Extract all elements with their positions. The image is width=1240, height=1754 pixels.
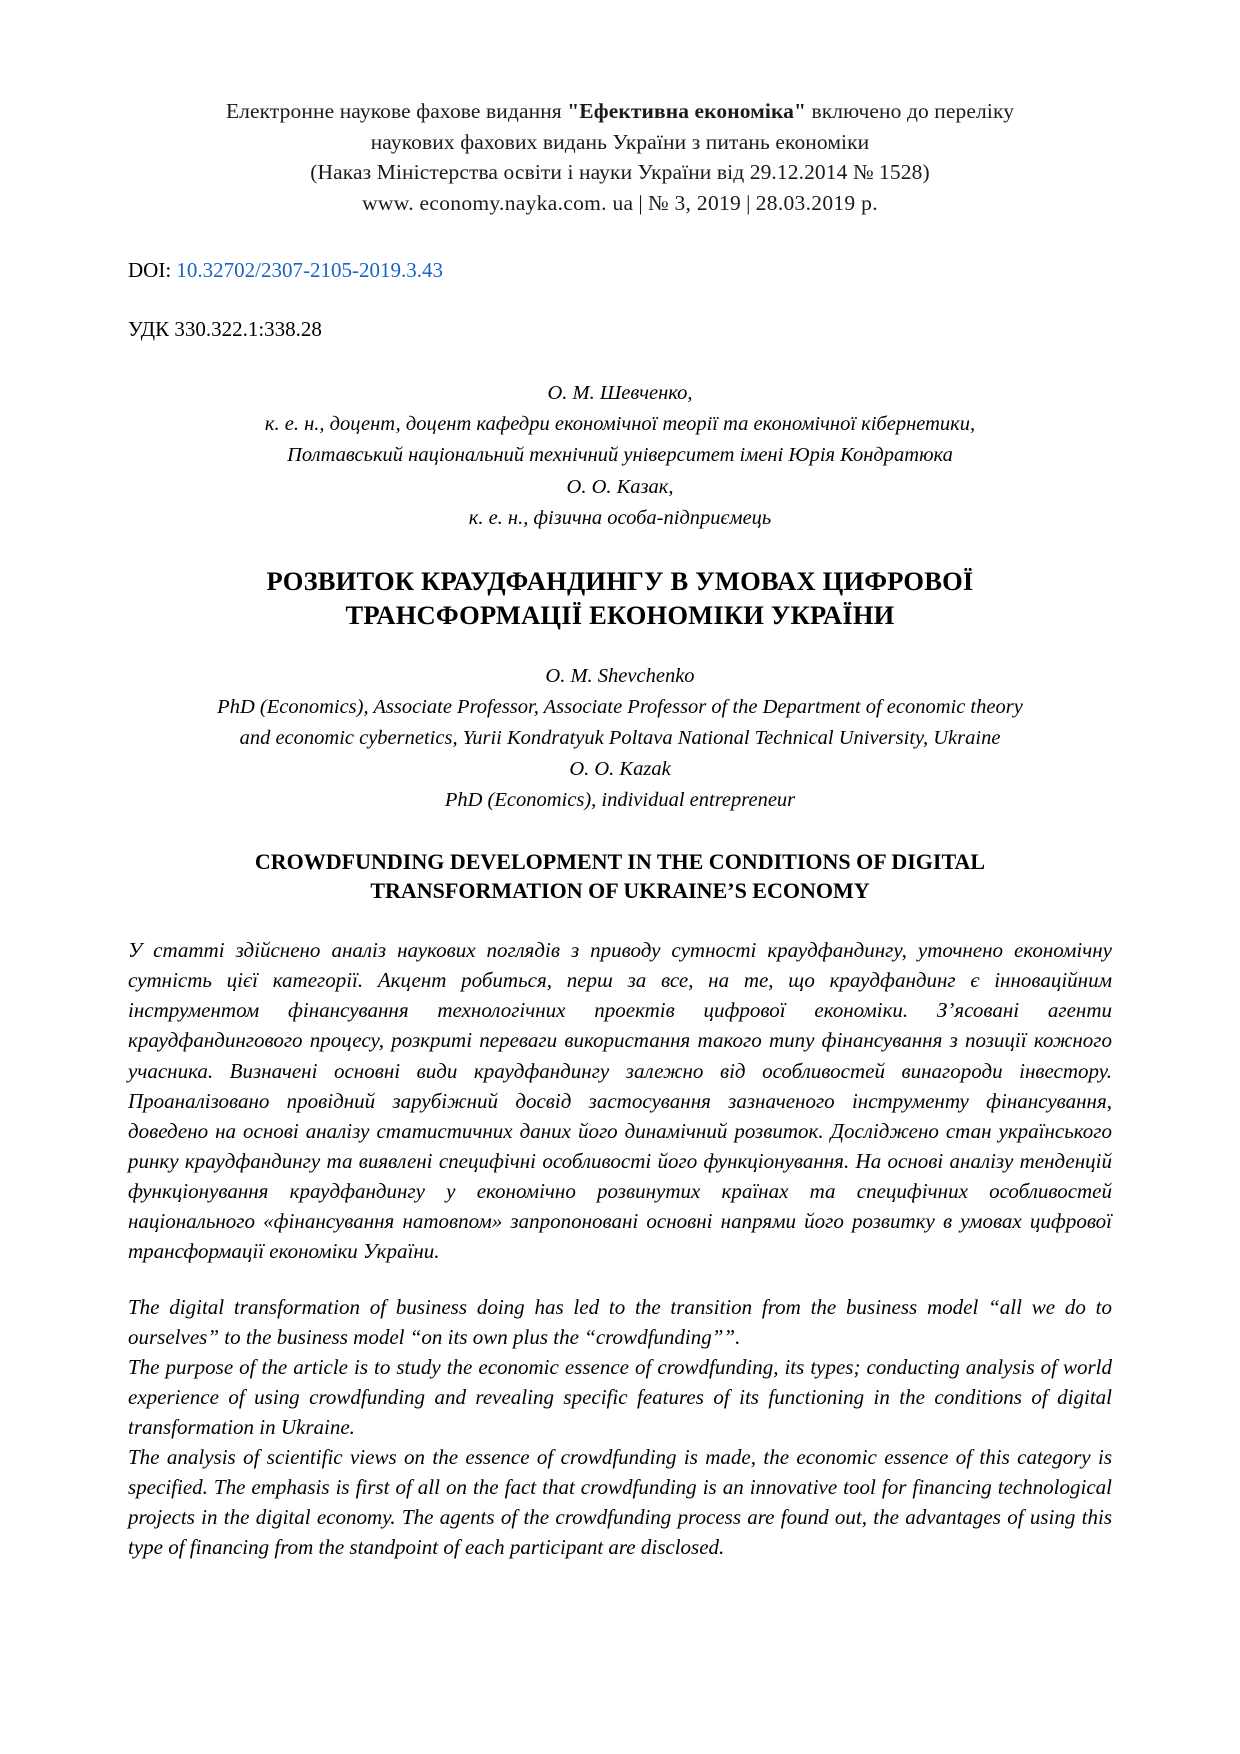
doi-line: [128, 258, 1112, 283]
article-title-ua-line-1: РОЗВИТОК КРАУДФАНДИНГУ В УМОВАХ ЦИФРОВОЇ: [266, 565, 974, 596]
authors-block-ukrainian: [128, 378, 1112, 534]
author-1-affiliation-line-1-ua: к. е. н., доцент, доцент кафедри економічної теорії та економічної кібернетики,: [264, 413, 976, 436]
author-2-affiliation-line-1-ua: к. е. н., фізична особа-підприємець: [468, 506, 772, 529]
abstract-en-paragraph-2: The purpose of the article is to study the economic essence of crowdfunding, its types; conducting analysis of world experience of using crowdfunding and revealing specific features of its functioning in the conditions of digital transformation in Ukraine.: [128, 1354, 1112, 1439]
author-1-affiliation-line-2-en: and economic cybernetics, Yurii Kondratyuk Poltava National Technical University, Ukraine: [239, 727, 1001, 750]
journal-header-line-1-suffix: включено до переліку: [806, 99, 1015, 123]
header-separator-1: |: [638, 190, 644, 215]
abstract-en-paragraph-1: The digital transformation of business doing has led to the transition from the business model “all we do to ourselves” to the business model “on its own plus the “crowdfunding””.: [128, 1294, 1112, 1349]
author-1-affiliation-line-1-en: PhD (Economics), Associate Professor, Associate Professor of the Department of economic theory: [217, 695, 1023, 718]
header-separator-2: |: [746, 190, 751, 215]
author-1-name-en: O. M. Shevchenko: [545, 664, 695, 687]
journal-url: www. economy.nayka.com. ua: [362, 190, 634, 215]
author-1-affiliation-line-2-ua: Полтавський національний технічний університет імені Юрія Кондратюка: [287, 444, 953, 467]
journal-name: "Ефективна економіка": [567, 99, 807, 123]
journal-header-line-1: [128, 96, 1112, 127]
author-2-affiliation-line-1-en: PhD (Economics), individual entrepreneur: [444, 789, 796, 812]
journal-header-line-1-prefix: Електронне наукове фахове видання: [225, 99, 568, 123]
article-title-en-line-1: CROWDFUNDING DEVELOPMENT IN THE CONDITIONS OF DIGITAL: [254, 848, 986, 874]
journal-date: 28.03.2019 р.: [755, 190, 878, 215]
journal-header-line-3: (Наказ Міністерства освіти і науки України від 29.12.2014 № 1528): [310, 160, 930, 185]
journal-header-line-2: наукових фахових видань України з питань економіки: [370, 129, 870, 154]
udk-line: УДК 330.322.1:338.28: [128, 317, 322, 342]
journal-issue: № 3, 2019: [648, 190, 742, 215]
journal-header-line-4: [128, 188, 1112, 219]
article-title-ua-line-2: ТРАНСФОРМАЦІЇ ЕКОНОМІКИ УКРАЇНИ: [345, 600, 895, 631]
abstract-en-paragraph-3: The analysis of scientific views on the essence of crowdfunding is made, the economic essence of this category is specified. The emphasis is first of all on the fact that crowdfunding is an innovative tool for financing technological projects in the digital economy. The agents of the crowdfunding process are found out, the advantages of using this type of financing from the standpoint of each participant are disclosed.: [128, 1444, 1112, 1559]
author-2-name-ua: О. О. Казак,: [566, 475, 674, 498]
author-1-name-ua: О. М. Шевченко,: [547, 382, 693, 405]
abstract-ukrainian: [128, 935, 1112, 1265]
article-title-english: [128, 847, 1112, 906]
article-title-ukrainian: [128, 564, 1112, 633]
doi-link[interactable]: 10.32702/2307-2105-2019.3.43: [176, 258, 443, 283]
abstract-english: [128, 1292, 1112, 1562]
author-2-name-en: O. O. Kazak: [569, 758, 671, 781]
doi-label: DOI:: [128, 258, 172, 283]
journal-header: [128, 96, 1112, 218]
abstract-ua-paragraph: У статті здійснено аналіз наукових поглядів з приводу сутності краудфандингу, уточнено економічну сутність цієї категорії. Акцент робиться, перш за все, на те, що краудфандинг є інноваційним інструментом фінансування технологічних проектів цифрової економіки. З’ясовані агенти краудфандингового процесу, розкриті переваги використання такого типу фінансування з позиції кожного учасника. Визначені основні види краудфандингу залежно від особливостей винагороди інвестору. Проаналізовано провідний зарубіжний досвід застосування зазначеного інструменту фінансування, доведено на основі аналізу статистичних даних його динамічний розвиток. Досліджено стан українського ринку краудфандингу та виявлені специфічні особливості його функціонування. На основі аналізу тенденцій функціонування краудфандингу у економічно розвинутих країнах та специфічних особливостей національного «фінансування натовпом» запропоновані основні напрями його розвитку в умовах цифрової трансформації економіки України.: [128, 938, 1112, 1263]
article-title-en-line-2: TRANSFORMATION OF UKRAINE’S ECONOMY: [370, 877, 870, 903]
authors-block-english: [128, 661, 1112, 817]
